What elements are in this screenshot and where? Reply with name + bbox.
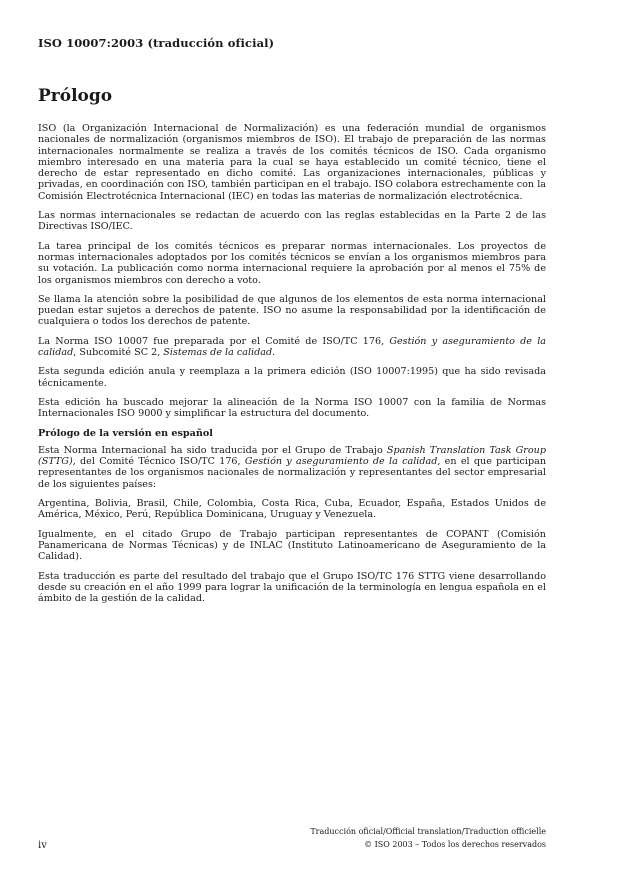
committee-title-italic: Gestión y aseguramiento de la calidad (38, 335, 546, 359)
paragraph-sttg: Esta traducción es parte del resultado del trabajo que el Grupo ISO/TC 176 STTG viene desarrollando desde su creación en el año 1999 para lograr la unificación de la terminología en lengua española en el ámbito de la gestión de la calidad. (38, 570, 546, 605)
section-subheading: Prólogo de la versión en español (38, 427, 213, 439)
document-header: ISO 10007:2003 (traducción oficial) (38, 36, 275, 50)
paragraph-copant: Igualmente, en el citado Grupo de Trabajo participan representantes de COPANT (Comisión Panamericana de Normas Técnicas) y de INLAC (Instituto Latinoamericano de Aseguramiento de la Calidad). (38, 528, 546, 563)
text-span: Esta Norma Internacional ha sido traducida por el Grupo de Trabajo (38, 444, 387, 456)
subcommittee-title-italic: Sistemas de la calidad (163, 347, 273, 359)
text-span: , Subcomité SC 2, (73, 347, 164, 359)
footer-notice (310, 825, 546, 851)
text-span: , en el que participan representantes de los organismos nacionales de normalización y representantes del sector empresarial de los siguientes países: (38, 456, 547, 490)
text-span: , del Comité Técnico ISO/TC 176, (72, 456, 245, 468)
page-number: iv (38, 840, 47, 851)
text-span: . (272, 347, 276, 359)
paragraph-edition: Esta segunda edición anula y reemplaza a la primera edición (ISO 10007:1995) que ha sido revisada técnicamente. (38, 366, 546, 389)
paragraph-directives: Las normas internacionales se redactan de acuerdo con las reglas establecidas en la Parte 2 de las Directivas ISO/IEC. (38, 210, 546, 233)
paragraph-countries: Argentina, Bolivia, Brasil, Chile, Colombia, Costa Rica, Cuba, Ecuador, España, Estados Unidos de América, México, Perú, República Dominicana, Uruguay y Venezuela. (38, 498, 546, 521)
paragraph-translation (38, 445, 546, 490)
translation-note: Traducción oficial/Official translation/Traduction officielle (310, 827, 546, 836)
paragraph-iso-intro: ISO (la Organización Internacional de Normalización) es una federación mundial de organismos nacionales de normalización (organismos miembros de ISO). El trabajo de preparación de las normas internacionales normalmente se realiza a través de los comités técnicos de ISO. Cada organismo miembro interesado en una materia para la cual se haya establecido un comité técnico, tiene el derecho de estar representado en dicho comité. Las organizaciones internacionales, públicas y privadas, en coordinación con ISO, también participan en el trabajo. ISO colabora estrechamente con la Comisión Electrotécnica Internacional (IEC) en todas las materias de normalización electrotécnica. (38, 123, 546, 202)
page-title: Prólogo (38, 86, 113, 106)
committee-title-italic: Gestión y aseguramiento de la calidad (244, 456, 438, 468)
task-group-italic: Spanish Translation Task Group (STTG) (38, 444, 546, 468)
copyright-notice: © ISO 2003 – Todos los derechos reservados (364, 840, 546, 849)
paragraph-patents: Se llama la atención sobre la posibilidad de que algunos de los elementos de esta norma internacional puedan estar sujetos a derechos de patente. ISO no asume la responsabilidad por la identificación de cualquiera o todos los derechos de patente. (38, 293, 546, 328)
text-span: La Norma ISO 10007 fue preparada por el Comité de ISO/TC 176, (38, 335, 390, 347)
paragraph-preparation (38, 336, 546, 359)
document-body (38, 123, 546, 612)
paragraph-alignment: Esta edición ha buscado mejorar la alineación de la Norma ISO 10007 con la familia de Normas Internacionales ISO 9000 y simplificar la estructura del documento. (38, 396, 546, 420)
paragraph-committees: La tarea principal de los comités técnicos es preparar normas internacionales. Los proyectos de normas internacionales adoptados por los comités técnicos se envían a los organismos miembros para su votación. La publicación como norma internacional requiere la aprobación por al menos el 75% de los organismos miembros con derecho a voto. (38, 240, 546, 286)
